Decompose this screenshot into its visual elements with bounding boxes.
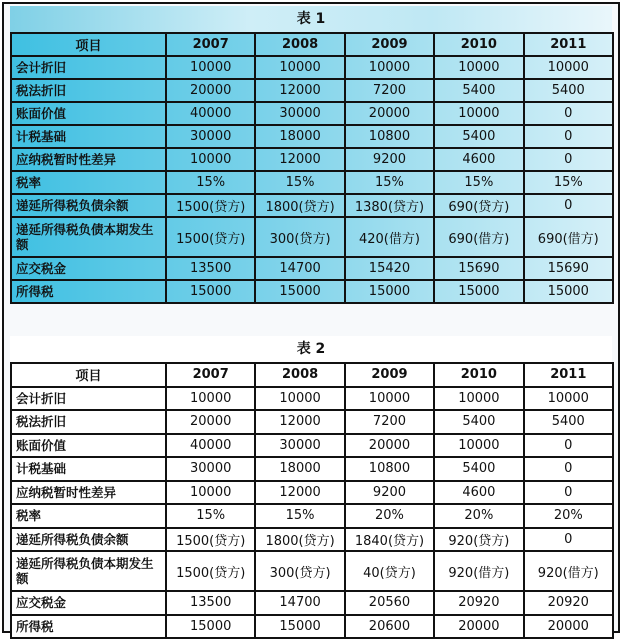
table-cell: 0: [524, 457, 613, 481]
table-cell: 20000: [434, 615, 523, 639]
row-label: 会计折旧: [11, 56, 166, 79]
column-header: 2011: [524, 33, 613, 56]
table-cell: 20%: [524, 504, 613, 528]
table-cell: 15%: [166, 171, 255, 194]
table-cell: 15%: [524, 171, 613, 194]
table-cell: 10000: [255, 56, 344, 79]
table-cell: 690(借方): [434, 217, 523, 257]
table-cell: 12000: [255, 481, 344, 505]
table-cell: 15000: [166, 280, 255, 303]
table-cell: 15000: [255, 280, 344, 303]
table-cell: 20000: [166, 410, 255, 434]
table-cell: 14700: [255, 257, 344, 280]
table-cell: 7200: [345, 410, 434, 434]
row-label: 所得税: [11, 280, 166, 303]
table-cell: 20920: [524, 591, 613, 615]
table-cell: 0: [524, 194, 613, 217]
table-cell: 15690: [434, 257, 523, 280]
table-cell: 0: [524, 102, 613, 125]
table-cell: 10000: [434, 434, 523, 458]
table-cell: 12000: [255, 410, 344, 434]
row-label: 应交税金: [11, 257, 166, 280]
table-cell: 10000: [434, 102, 523, 125]
table-cell: 20920: [434, 591, 523, 615]
table-cell: 20%: [434, 504, 523, 528]
table-cell: 1500(贷方): [166, 528, 255, 552]
table-cell: 10000: [345, 387, 434, 411]
table-row: [11, 504, 613, 528]
table-cell: 10000: [434, 56, 523, 79]
table-cell: 15000: [524, 280, 613, 303]
row-label: 所得税: [11, 615, 166, 639]
table-cell: 4600: [434, 481, 523, 505]
table-cell: 10000: [345, 56, 434, 79]
table-cell: 690(借方): [524, 217, 613, 257]
table-cell: 4600: [434, 148, 523, 171]
table2-section: [10, 336, 612, 639]
table-cell: 7200: [345, 79, 434, 102]
table-cell: 10000: [166, 148, 255, 171]
table-cell: 30000: [255, 102, 344, 125]
row-label: 计税基础: [11, 125, 166, 148]
row-label: 递延所得税负债余额: [11, 528, 166, 552]
table-cell: 5400: [524, 79, 613, 102]
column-header: 2008: [255, 363, 344, 387]
row-label: 税率: [11, 504, 166, 528]
table-row: [11, 591, 613, 615]
table-cell: 1380(贷方): [345, 194, 434, 217]
table-cell: 20000: [345, 102, 434, 125]
table-cell: 690(贷方): [434, 194, 523, 217]
table-cell: 5400: [434, 410, 523, 434]
row-label: 计税基础: [11, 457, 166, 481]
table2-caption: 表 2: [10, 336, 612, 362]
table-cell: 1500(贷方): [166, 551, 255, 591]
table-cell: 920(贷方): [434, 528, 523, 552]
table-cell: 10000: [166, 481, 255, 505]
table-cell: 15000: [255, 615, 344, 639]
table-cell: 920(借方): [434, 551, 523, 591]
column-header: 2010: [434, 363, 523, 387]
table-row: [11, 56, 613, 79]
document-frame: [2, 2, 620, 633]
table-cell: 30000: [166, 457, 255, 481]
table1: [10, 32, 614, 304]
column-header: 2009: [345, 363, 434, 387]
table-cell: 30000: [166, 125, 255, 148]
row-label: 税法折旧: [11, 410, 166, 434]
table-cell: 15%: [166, 504, 255, 528]
table-cell: 12000: [255, 148, 344, 171]
table-cell: 20600: [345, 615, 434, 639]
table-cell: 20000: [345, 434, 434, 458]
table-row: [11, 257, 613, 280]
table-cell: 30000: [255, 434, 344, 458]
table-cell: 10000: [166, 387, 255, 411]
column-header: 2009: [345, 33, 434, 56]
table-row: [11, 551, 613, 591]
table-cell: 1800(贷方): [255, 194, 344, 217]
column-header: 2010: [434, 33, 523, 56]
table-row: [11, 194, 613, 217]
table-row: [11, 125, 613, 148]
row-label: 应纳税暂时性差异: [11, 148, 166, 171]
table-cell: 18000: [255, 125, 344, 148]
column-header: 2007: [166, 363, 255, 387]
table-row: [11, 434, 613, 458]
table-cell: 300(贷方): [255, 217, 344, 257]
table-cell: 40000: [166, 434, 255, 458]
table-cell: 12000: [255, 79, 344, 102]
table-cell: 20560: [345, 591, 434, 615]
table-cell: 0: [524, 125, 613, 148]
table-row: [11, 615, 613, 639]
row-label: 递延所得税负债本期发生额: [11, 217, 166, 257]
table-cell: 14700: [255, 591, 344, 615]
table-row: [11, 387, 613, 411]
table-cell: 10000: [434, 387, 523, 411]
table-cell: 5400: [434, 457, 523, 481]
table-cell: 10000: [524, 56, 613, 79]
table-cell: 1500(贷方): [166, 217, 255, 257]
table-cell: 15000: [434, 280, 523, 303]
row-label: 会计折旧: [11, 387, 166, 411]
table-cell: 5400: [434, 79, 523, 102]
row-label: 应纳税暂时性差异: [11, 481, 166, 505]
table-cell: 10800: [345, 457, 434, 481]
table-cell: 10800: [345, 125, 434, 148]
column-header: 2008: [255, 33, 344, 56]
column-header: 项目: [11, 33, 166, 56]
row-label: 应交税金: [11, 591, 166, 615]
table-cell: 15%: [255, 171, 344, 194]
table-cell: 15420: [345, 257, 434, 280]
table-cell: 20000: [166, 79, 255, 102]
column-header: 2007: [166, 33, 255, 56]
table-header-row: [11, 33, 613, 56]
table-cell: 40(贷方): [345, 551, 434, 591]
table-row: [11, 217, 613, 257]
table-cell: 13500: [166, 591, 255, 615]
table-cell: 1500(贷方): [166, 194, 255, 217]
row-label: 递延所得税负债余额: [11, 194, 166, 217]
table-cell: 20%: [345, 504, 434, 528]
row-label: 账面价值: [11, 102, 166, 125]
row-label: 递延所得税负债本期发生额: [11, 551, 166, 591]
table-row: [11, 528, 613, 552]
table-cell: 20000: [524, 615, 613, 639]
table-cell: 10000: [166, 56, 255, 79]
table-cell: 15000: [166, 615, 255, 639]
table-cell: 9200: [345, 148, 434, 171]
table-cell: 0: [524, 528, 613, 552]
table-row: [11, 280, 613, 303]
table-cell: 920(借方): [524, 551, 613, 591]
table-cell: 1840(贷方): [345, 528, 434, 552]
row-label: 税率: [11, 171, 166, 194]
row-label: 税法折旧: [11, 79, 166, 102]
table-row: [11, 102, 613, 125]
column-header: 项目: [11, 363, 166, 387]
table-cell: 5400: [434, 125, 523, 148]
table-cell: 300(贷方): [255, 551, 344, 591]
table-row: [11, 148, 613, 171]
table-cell: 15690: [524, 257, 613, 280]
table-cell: 15%: [434, 171, 523, 194]
table-cell: 1800(贷方): [255, 528, 344, 552]
table-cell: 13500: [166, 257, 255, 280]
table-cell: 9200: [345, 481, 434, 505]
table-row: [11, 457, 613, 481]
table-cell: 10000: [524, 387, 613, 411]
row-label: 账面价值: [11, 434, 166, 458]
table-cell: 5400: [524, 410, 613, 434]
table-cell: 10000: [255, 387, 344, 411]
table-cell: 15%: [255, 504, 344, 528]
table1-section: [10, 6, 612, 304]
table-row: [11, 79, 613, 102]
table1-caption: 表 1: [10, 6, 612, 32]
table-row: [11, 171, 613, 194]
table-cell: 15000: [345, 280, 434, 303]
column-header: 2011: [524, 363, 613, 387]
table-cell: 0: [524, 481, 613, 505]
table-row: [11, 410, 613, 434]
table-cell: 15%: [345, 171, 434, 194]
table-cell: 18000: [255, 457, 344, 481]
table2: [10, 362, 614, 639]
table-cell: 0: [524, 434, 613, 458]
table-row: [11, 481, 613, 505]
table-cell: 40000: [166, 102, 255, 125]
table-header-row: [11, 363, 613, 387]
table-cell: 0: [524, 148, 613, 171]
table-cell: 420(借方): [345, 217, 434, 257]
